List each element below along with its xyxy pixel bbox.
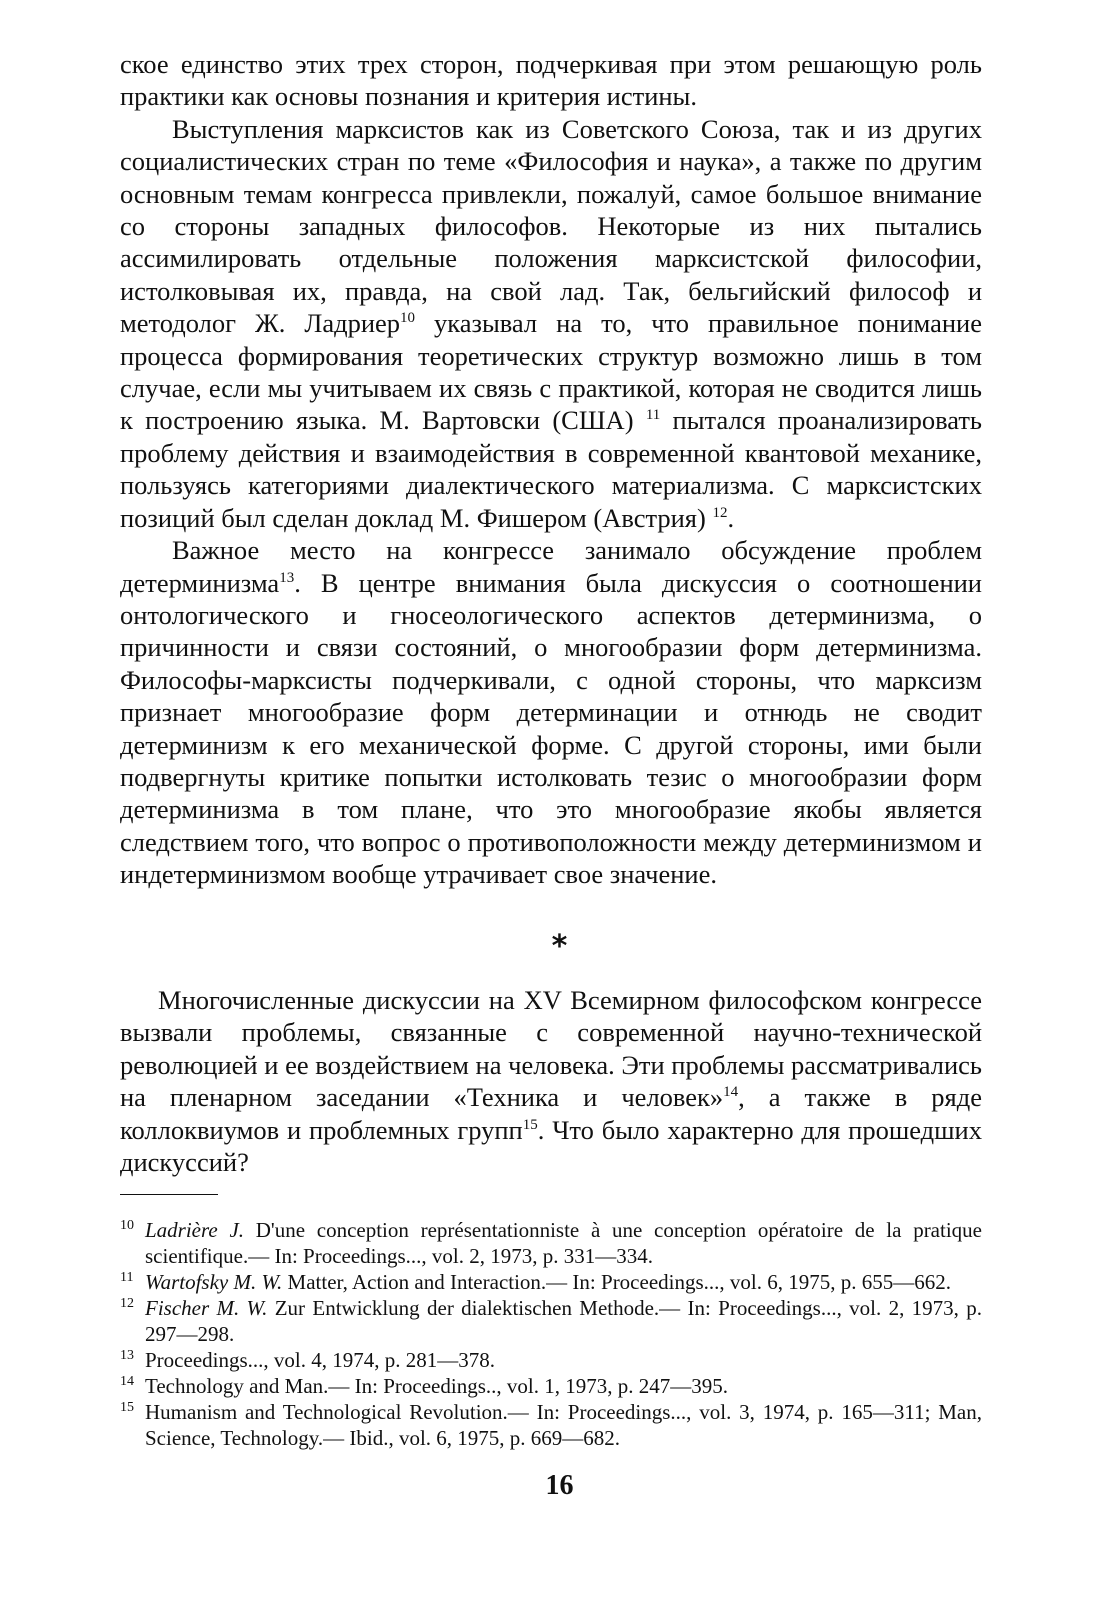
footnote: 11 Wartofsky M. W. Matter, Action and Interaction.— In: Proceedings..., vol. 6, 1975, p. 655—662. bbox=[120, 1270, 951, 1294]
footnote: 13 Proceedings..., vol. 4, 1974, p. 281—378. bbox=[120, 1348, 495, 1372]
footnote-ref-15: 15 bbox=[522, 1116, 538, 1133]
footnote-ref-12: 12 bbox=[712, 504, 728, 521]
footnote-divider bbox=[120, 1194, 218, 1195]
main-text bbox=[120, 48, 982, 891]
section-text bbox=[120, 984, 982, 1178]
footnote: 10 Ladrière J. D'une conception représentationniste à une conception opératoire de la pratique scientifique.— In: Proceedings..., vol. 2, 1973, p. 331—334. bbox=[120, 1218, 982, 1268]
footnote: 15 Humanism and Technological Revolution.— In: Proceedings..., vol. 3, 1974, p. 165—311; Man, Science, Technology.— Ibid., vol. 6, 1975, p. 669—682. bbox=[120, 1400, 982, 1450]
footnote-ref-10: 10 bbox=[400, 310, 416, 327]
footnote: 14 Technology and Man.— In: Proceedings.., vol. 1, 1973, p. 247—395. bbox=[120, 1374, 728, 1398]
paragraph-1: ское единство этих трех сторон, подчеркивая при этом решающую роль практики как основы познания и критерия истины. bbox=[120, 49, 982, 112]
footnote-ref-14: 14 bbox=[723, 1084, 739, 1101]
footnotes bbox=[120, 1217, 982, 1451]
paragraph-3: Важное место на конгрессе занимало обсуждение проблем детерминизма$^{13}$. В центре внимания была дискуссия о соотношении онтологического и гносеологического аспектов детерминизма, о причинности и связи состояний, о многообразии форм детерминизма. Философы-марксисты подчеркивали, с одной стороны, что марксизм признает многообразие форм детерминации и отнюдь не сводит детерминизм к его механической форме. С другой стороны, ими были подвергнуты критике попытки истолковать тезис о многообразии форм детерминизма в том плане, что это многообразие якобы является следствием того, что вопрос о противоположности между детерминизмом и индетерминизмом вообще утрачивает свое значение. bbox=[120, 535, 982, 890]
footnote: 12 Fischer M. W. Zur Entwicklung der dialektischen Methode.— In: Proceedings..., vol. 2, 1973, p. 297—298. bbox=[120, 1296, 982, 1346]
footnote-ref-11: 11 bbox=[645, 407, 661, 424]
paragraph-2: Выступления марксистов как из Советского Союза, так и из других социалистических стран по теме «Философия и наука», а также по другим основным темам конгресса привлекли, пожалуй, самое большое внимание со стороны западных философов. Некоторые из них пытались ассимилировать отдельные положения марксистской философии, истолковывая их, правда, на свой лад. Так, бельгийский философ и методолог Ж. Ладриер$^{10}$ указывал на то, что правильное понимание процесса формирования теоретических структур возможно лишь в том случае, если мы учитываем их связь с практикой, которая не сводится лишь к построению языка. М. Вартовски (США) $^{11}$ пытался проанализировать проблему действия и взаимодействия в современной квантовой механике, пользуясь категориями диалектического материализма. С марксистских позиций был сделан доклад М. Фишером (Австрия) $^{12}$. bbox=[120, 113, 982, 533]
footnote-ref-13: 13 bbox=[279, 569, 295, 586]
paragraph-4: Многочисленные дискуссии на XV Всемирном философском конгрессе вызвали проблемы, связанные с современной научно-технической революцией и ее воздействием на человека. Эти проблемы рассматривались на пленарном заседании «Техника и человек»$^{14}$, а также в ряде коллоквиумов и проблемных групп$^{15}$. Что было характерно для прошедших дискуссий? bbox=[120, 985, 982, 1178]
page-number: 16 bbox=[545, 1470, 574, 1501]
section-separator: * bbox=[551, 929, 568, 964]
